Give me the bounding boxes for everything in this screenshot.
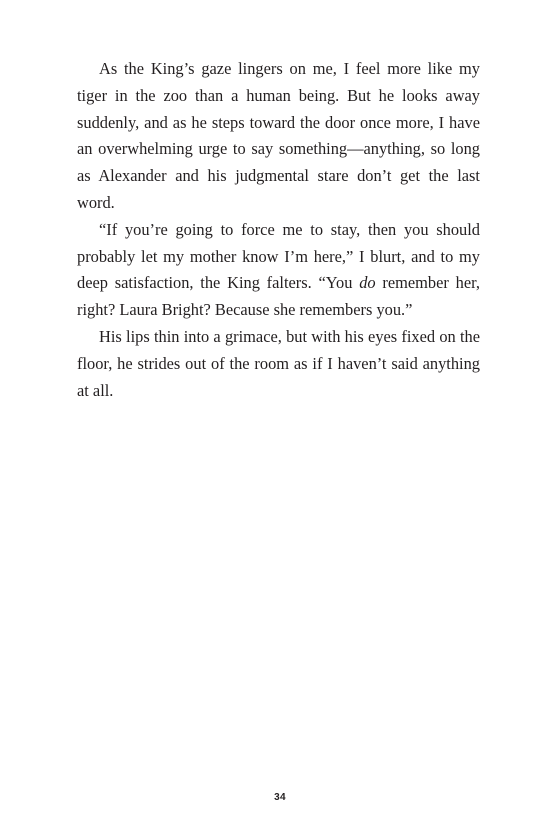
emphasized-word: do [359,273,376,293]
paragraph-3: His lips thin into a grimace, but with his eyes fixed on the floor, he strides out of the room as if I haven’t said anything at all. [77,326,480,400]
paragraph-1: As the King’s gaze lingers on me, I feel more like my tiger in the zoo than a human being. But he looks away suddenly, and as he steps toward the door once more, I have an overwhelming urge to say something—anything, so long as Alexander and his judgmental stare don’t get the last word. [77,59,480,212]
paragraph-2-part-2: remember her, right? Laura Bright? Because she remembers you.” [77,273,480,320]
body-text [77,56,480,404]
page-number: 34 [274,792,286,803]
paragraph-2-part-1: “If you’re going to force me to stay, then you should probably let my mother know I’m here,” I blurt, and to my deep satisfaction, the King falters. “You [77,219,480,293]
paragraph-2 [77,217,480,324]
